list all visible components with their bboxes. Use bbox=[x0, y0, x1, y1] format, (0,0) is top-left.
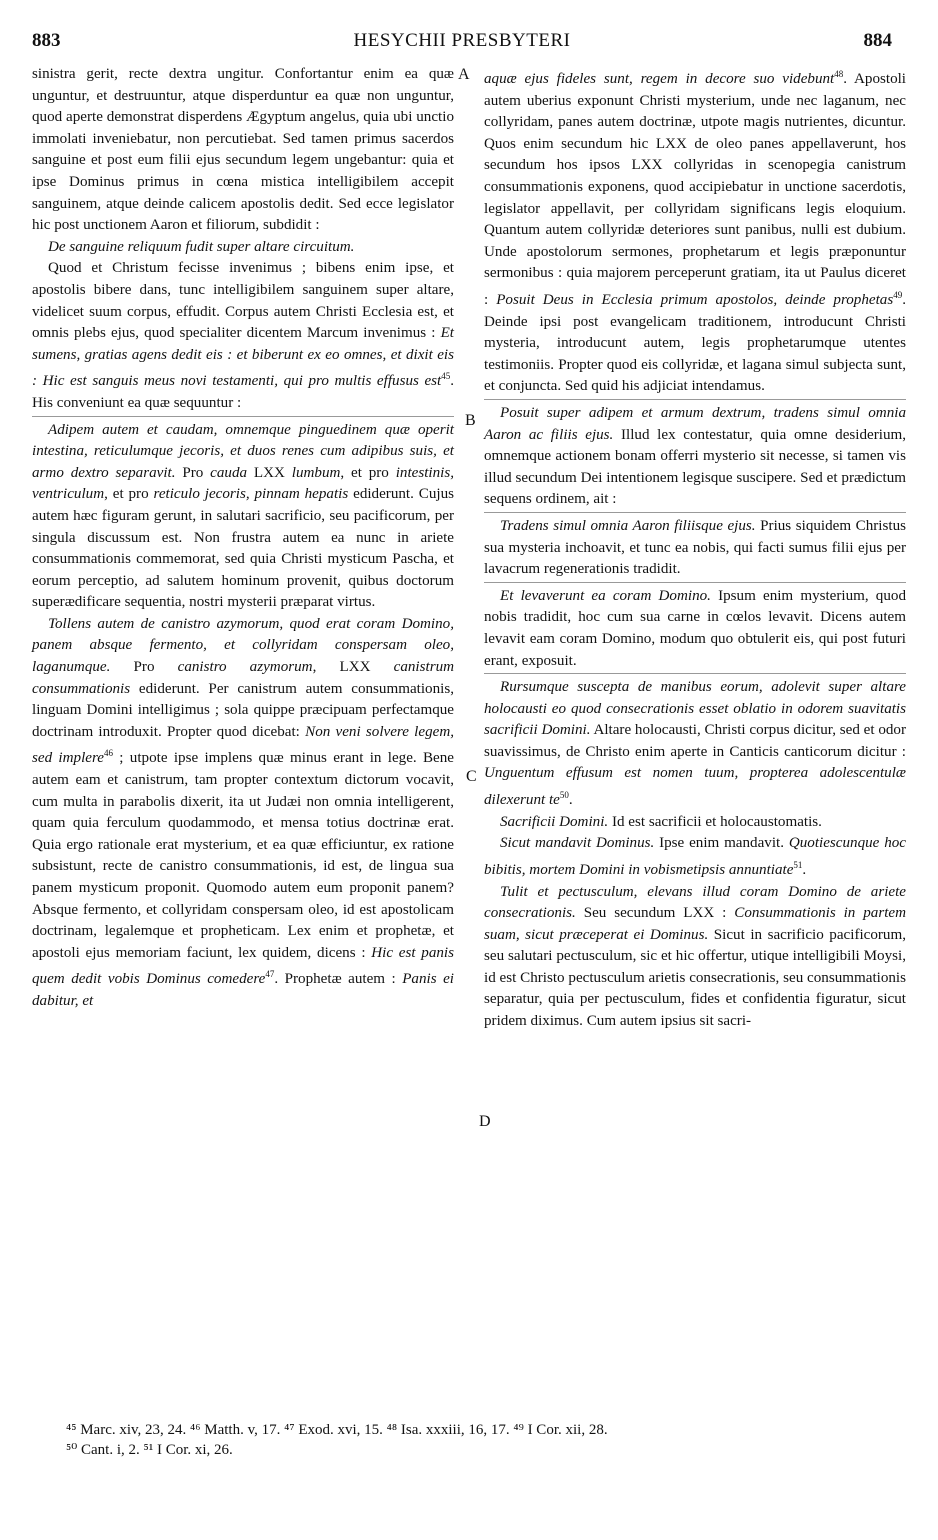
right-page-number: 884 bbox=[863, 30, 892, 51]
margin-marker-b: B bbox=[465, 412, 476, 429]
paragraph: Quod et Christum fecisse invenimus ; bibens enim ipse, et apostolis bibere dans, tunc intelligibilem sanguinem super altare, videlicet suum corpus, effudit. Corpus autem Christi Ecclesia est, et omnis plebs ejus, quod specialiter dicentem Marcum invenimus : Et sumens, gratias agens dedit eis : et biberunt ex eo omnes, et dixit eis : Hic est sanguis meus novi testamenti, qui pro multis effusus est$^{45}$. His conveniunt ea quæ sequuntur : bbox=[32, 260, 454, 411]
paragraph: Sacrificii Domini. Id est sacrificii et holocaustomatis. bbox=[500, 813, 822, 830]
footnote-line: ⁵⁰ Cant. i, 2. ⁵¹ I Cor. xi, 26. bbox=[66, 1442, 233, 1458]
paragraph: sinistra gerit, recte dextra ungitur. Confortantur enim ea quæ unguntur, et destruuntur, atque disperduntur ea quæ non unguntur, quod aperte demonstrat disperdens Ægyptum angelus, quia ubi unctio immolati inveniebatur, non percutiebat. Sed tamen primus sacerdos sanguine et post eum filii ejus secundum legem ungebantur: quia et ipse Dominus primus in cœna mistica intelligibilem accepit sanguinem, atque deinde calicem apostolis dedit. Sed ecce legislator hic post unctionem Aaron et filiorum, subdidit : bbox=[32, 66, 454, 234]
paragraph: Tradens simul omnia Aaron filiisque ejus. Prius siquidem Christus sua mysteria inchoavit, et tunc ea nobis, qui facti sumus filii ejus per lavacrum regenerationis tradidit. bbox=[484, 512, 906, 581]
left-column bbox=[32, 64, 454, 1013]
paragraph: Tollens autem de canistro azymorum, quod erat coram Domino, panem absque fermento, et collyridam conspersam oleo, laganumque. Pro canistro azymorum, LXX canistrum consummationis ediderunt. Per canistrum autem consummationis, linguam Domini intelligimus ; sola quippe præcipuam perfectamque doctrinam introduxit. Propter quod dicebat: Non veni solvere legem, sed implere$^{46}$ ; utpote ipse implens quæ minus erant in lege. Bene autem eam et canistrum, tam propter contextum dictorum vocavit, cum multa in parabolis dixerit, ita ut Judæi non omnia intelligerent, quam quia ferculum quodammodo, et mensa totius doctrinæ erat. Quia ergo rationale erat mysterium, et ea quæ efficiuntur, ex ratione subsistunt, recte de canistro consummationis, id est, de lingua sua panem mysticum proponit. Quomodo autem eum proponit panem? Absque fermento, et collyridam conspersam oleo, id est apostolicam doctrinam, legalemque et propheticam. Lex enim et prophetæ, et apostoli ejus memoriam faciunt, lex quidem, dicens : Hic est panis quem dedit vobis Dominus comedere$^{47}$. Prophetæ autem : Panis ei dabitur, et bbox=[32, 615, 455, 1010]
paragraph: Adipem autem et caudam, omnemque pinguedinem quæ operit intestina, reticulumque jecoris, et duos renes cum adipibus suis, et armo dextro separavit. Pro cauda LXX lumbum, et pro intestinis, ventriculum, et pro reticulo jecoris, pinnam hepatis ediderunt. Cujus autem hæc figuram gerunt, in salutari sacrificio, seu pacificorum, per singula discussum est. Non frustra autem ea nunc in ariete consummationis commemorat, sed quia Christi mysticum Pascha, et eorum perceptio, ad salutem hominum provenit, quibus doctorum superædificare sequentia, nostri mysterii præparat virtus. bbox=[32, 416, 454, 614]
margin-marker-a: A bbox=[458, 66, 470, 83]
left-page-number: 883 bbox=[32, 30, 61, 51]
lemma: De sanguine reliquum fudit super altare circuitum. bbox=[48, 238, 355, 255]
right-column bbox=[484, 64, 906, 1033]
footnote-line: ⁴⁵ Marc. xiv, 23, 24. ⁴⁶ Matth. v, 17. ⁴⁷ Exod. xvi, 15. ⁴⁸ Isa. xxxiii, 16, 17. ⁴⁹ I Cor. xii, 28. bbox=[66, 1422, 608, 1438]
margin-marker-c: C bbox=[466, 768, 477, 785]
paragraph: Posuit super adipem et armum dextrum, tradens simul omnia Aaron ac filiis ejus. Illud lex contestatur, quia omne desiderium, omnemque actionem bonam offerri mysterio sit necesse, si tamen vis illud secundum Dei intentionem legisque suscipere. Sed et prædictum sequens ordinem, ait : bbox=[484, 399, 906, 511]
paragraph: Et levaverunt ea coram Domino. Ipsum enim mysterium, quod nobis tradidit, hoc cum sua carne in cœlos levavit. Dicens autem levavit eam coram Domino, modum quo obtulerit eis, qui post futuri erant, exposuit. bbox=[484, 582, 906, 672]
running-title: HESYCHII PRESBYTERI bbox=[353, 30, 571, 51]
paragraph: Rursumque suscepta de manibus eorum, adolevit super altare holocausti eo quod consecrationis esset oblatio in odorem suavitatis sacrificii Domini. Altare holocausti, Christi corpus dicitur, sed et odor suavissimus, de Christo enim aperte in Canticis canticorum dicitur : Unguentum effusum est nomen tuum, propterea adolescentulæ dilexerunt $te^{50}$. bbox=[484, 673, 906, 812]
paragraph: aquæ ejus fideles sunt, regem in decore suo videbunt$^{48}$. Apostoli autem uberius exponunt Christi mysterium, unde nec laganum, nec collyridam, panes autem doctrinæ, utpote magis nutrientes, dicuntur. Quos enim secundum hic LXX de oleo panes appellaverunt, hos secundum hos ipsos LXX collyridas in scenopegia canistrum consummationis exponens, quod accipiebatur in unctione sacerdotis, legislator appellavit, per collyridam significans legis eloquium. Quantum autem collyridæ deteriores sunt panibus, nulli est dubium. Unde apostolorum sermones, prophetarum et legis præponuntur sermonibus : quia majorem perceperunt gratiam, ita ut Paulus diceret : Posuit Deus in Ecclesia primum apostolos, deinde prophetas$^{49}$. Deinde ipsi post evangelicam traditionem, introducunt Christi mysteria, introducunt autem, legis prophetarumque utentes testimoniis. Propter quod eis collyridæ, et lagana simul subjecta sunt, et conjuncta. Sed quid his adjiciat intendamus. bbox=[484, 69, 907, 395]
page-header bbox=[32, 30, 892, 56]
margin-marker-d: D bbox=[479, 1113, 491, 1130]
paragraph: Sicut mandavit Dominus. Ipse enim mandavit. Quotiescunque hoc bibitis, mortem Domini in vobismetipsis annuntiate$^{51}$. bbox=[484, 835, 906, 878]
paragraph: Tulit et pectusculum, elevans illud coram Domino de ariete consecrationis. Seu secundum LXX : Consummationis in partem suam, sicut præceperat ei Dominus. Sicut in sacrificio pacificorum, seu salutari pectusculum, sic et hic offertur, utique intelligibili Moysi, id est Christo pectusculum arietis consecrationis, seu consummationis separatur, quia per pectusculum, fides et confidentia figuratur, sicut pridem diximus. Cum autem ipsius sit sacri- bbox=[484, 883, 906, 1030]
footnotes bbox=[66, 1420, 916, 1460]
